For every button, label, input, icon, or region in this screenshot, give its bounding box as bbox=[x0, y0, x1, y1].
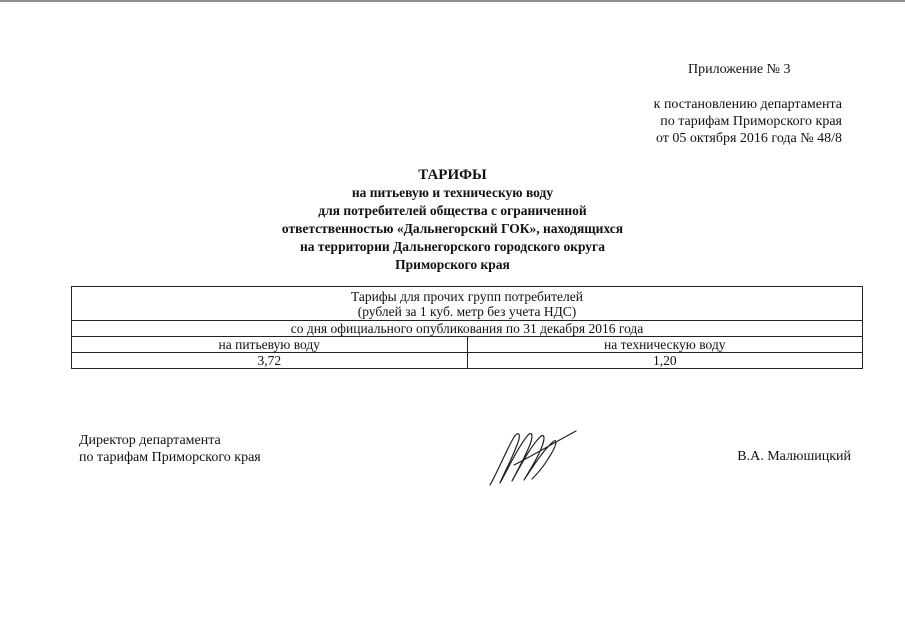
signatory-name: В.А. Малюшицкий bbox=[737, 449, 851, 464]
table-row bbox=[72, 353, 863, 369]
title-main: ТАРИФЫ bbox=[418, 167, 487, 183]
table-row bbox=[72, 337, 863, 353]
title-line: на питьевую и техническую воду bbox=[351, 185, 554, 200]
appendix-label: Приложение № 3 bbox=[688, 62, 791, 77]
column-header-technical: на техническую воду bbox=[467, 337, 863, 353]
value-technical: 1,20 bbox=[467, 353, 863, 369]
scan-edge bbox=[0, 0, 905, 2]
handwritten-signature bbox=[484, 425, 580, 489]
table-header-line: (рублей за 1 куб. метр без учета НДС) bbox=[357, 304, 577, 319]
table-header-line: Тарифы для прочих групп потребителей bbox=[351, 289, 583, 304]
table-header-cell bbox=[72, 287, 863, 321]
tariff-table bbox=[71, 286, 863, 369]
document-title bbox=[0, 166, 905, 274]
title-line: ответственностью «Дальнегорский ГОК», находящихся bbox=[281, 221, 624, 236]
position-line: Директор департамента bbox=[79, 433, 221, 448]
title-line: для потребителей общества с ограниченной bbox=[318, 203, 587, 218]
position-line: по тарифам Приморского края bbox=[79, 450, 261, 465]
table-row bbox=[72, 321, 863, 337]
reference-line: по тарифам Приморского края bbox=[660, 114, 842, 129]
reference-line: от 05 октября 2016 года № 48/8 bbox=[655, 131, 842, 146]
period-cell: со дня официального опубликования по 31 декабря 2016 года bbox=[72, 321, 863, 337]
column-header-drinking: на питьевую воду bbox=[72, 337, 468, 353]
reference-line: к постановлению департамента bbox=[653, 97, 842, 112]
table-row bbox=[72, 287, 863, 321]
value-drinking: 3,72 bbox=[72, 353, 468, 369]
signatory-position bbox=[79, 432, 261, 466]
decree-reference bbox=[654, 96, 842, 147]
title-line: Приморского края bbox=[395, 257, 510, 272]
title-line: на территории Дальнегорского городского округа bbox=[300, 239, 605, 254]
